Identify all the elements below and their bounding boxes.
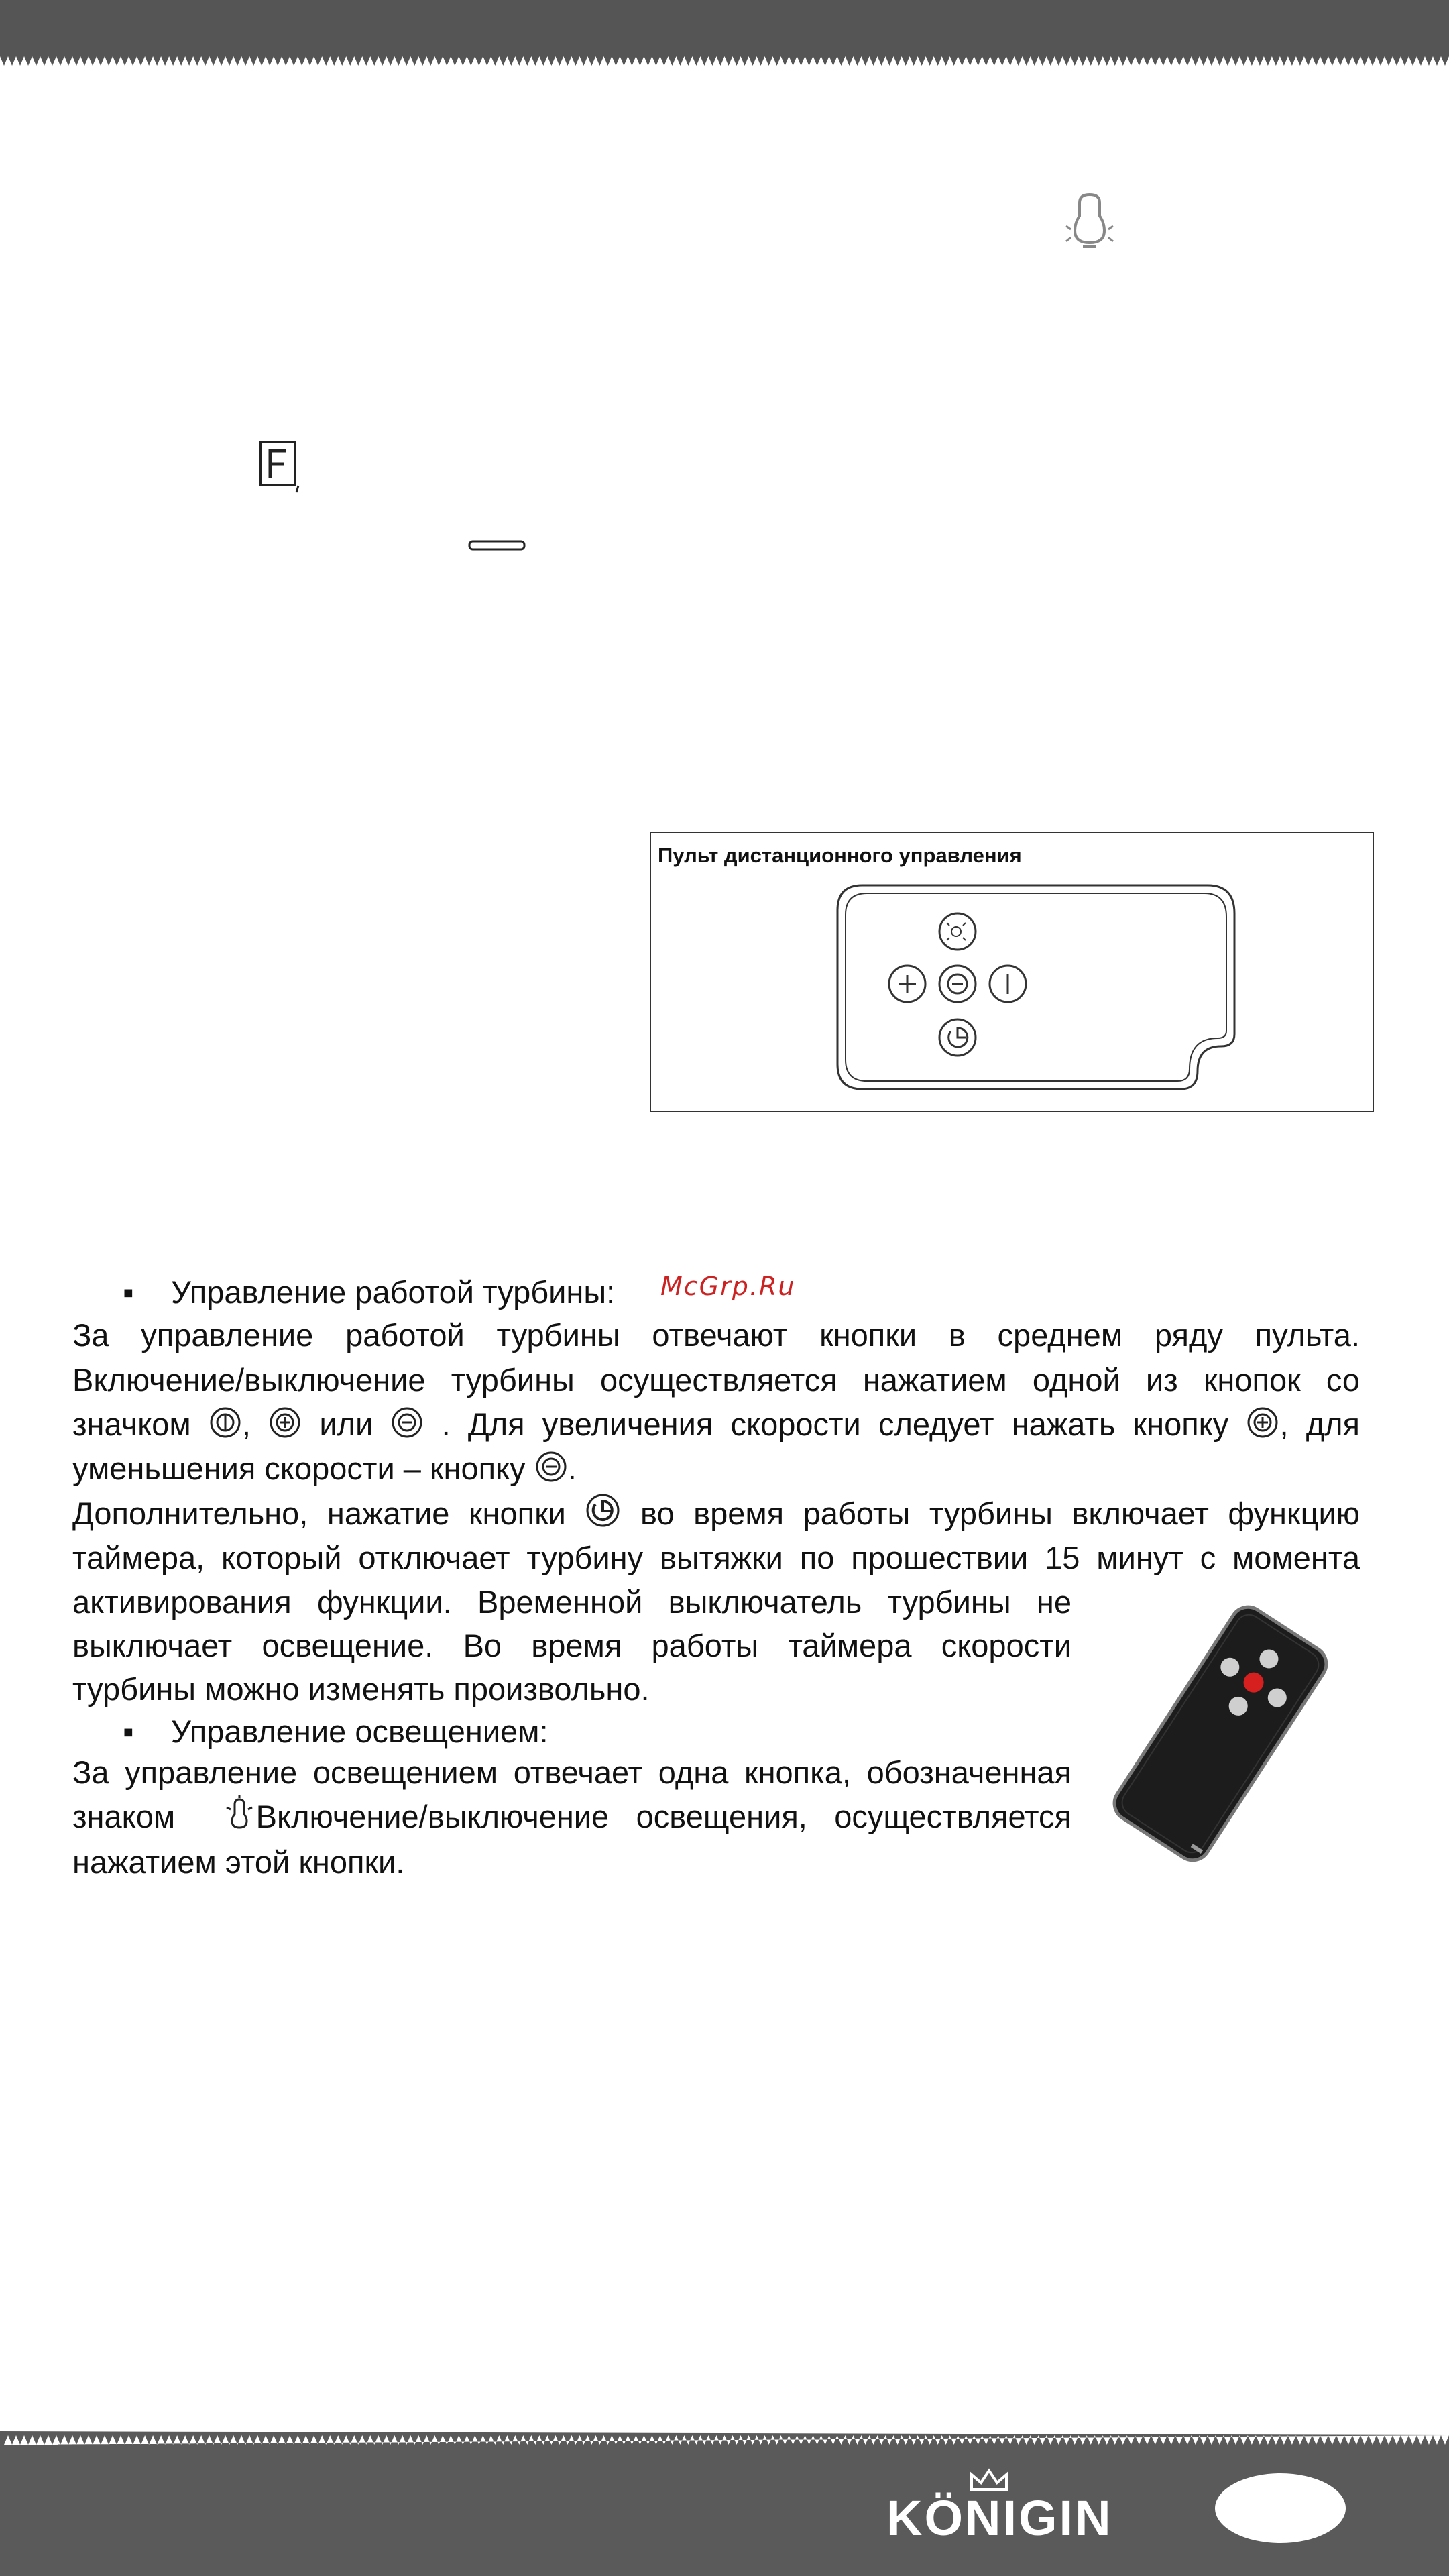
power-button-icon [990, 966, 1026, 1002]
footer-zigzag-edge [0, 2431, 1449, 2451]
text: знаком [72, 1799, 176, 1834]
minus-circle-icon [534, 1450, 568, 1483]
text: во время работы турбины включает функцию [640, 1496, 1360, 1531]
watermark: McGrp.Ru [660, 1272, 796, 1301]
lamp-icon [1063, 189, 1116, 253]
text: Дополнительно, нажатие кнопки [72, 1496, 566, 1531]
lighting-line-1: За управление освещением отвечает одна кнопка, обозначенная [72, 1754, 1071, 1790]
plus-button-icon [889, 966, 925, 1002]
plus-circle-icon [1246, 1406, 1279, 1439]
bullet-marker: ▪ [123, 1274, 134, 1310]
text: или [319, 1406, 373, 1442]
remote-diagram-box [650, 832, 1374, 1112]
light-bulb-icon [223, 1795, 256, 1832]
minus-key-icon [467, 539, 526, 553]
text: . Для увеличения скорости следует нажать кнопку [441, 1406, 1229, 1442]
text: Включение/выключение освещения, осуществляется [255, 1799, 1071, 1834]
turbine-line-9: турбины можно изменять произвольно. [72, 1671, 650, 1707]
turbine-heading: Управление работой турбины: [171, 1274, 616, 1310]
bullet-marker: ▪ [123, 1714, 134, 1749]
lighting-line-3: нажатием этой кнопки. [72, 1844, 405, 1880]
timer-icon [585, 1492, 621, 1528]
text: . [567, 1451, 577, 1486]
light-button-icon [939, 913, 976, 950]
turbine-line-8: выключает освещение. Во время работы таймера скорости [72, 1628, 1071, 1663]
turbine-line-2: Включение/выключение турбины осуществляется нажатием одной из кнопок со [72, 1362, 1360, 1398]
turbine-line-4 [72, 1447, 1360, 1491]
remote-control-photo [1093, 1603, 1348, 1864]
crown-logo-icon [969, 2468, 1009, 2492]
lighting-heading: Управление освещением: [171, 1714, 548, 1749]
page-number-oval [1215, 2473, 1346, 2543]
plus-circle-icon [268, 1406, 302, 1439]
turbine-line-7: активирования функции. Временной выключатель турбины не [72, 1584, 1071, 1620]
f-key-icon [258, 440, 305, 494]
text: , [241, 1406, 251, 1442]
turbine-line-3 [72, 1402, 1360, 1447]
lighting-line-2 [72, 1795, 1071, 1839]
text: значком [72, 1406, 191, 1442]
minus-circle-icon [390, 1406, 424, 1439]
timer-button-icon [939, 1019, 976, 1056]
remote-buttons [869, 907, 1030, 1074]
header-zigzag-edge [0, 0, 1449, 67]
text: уменьшения скорости – кнопку [72, 1451, 526, 1486]
minus-button-icon [939, 966, 976, 1002]
turbine-line-6: таймера, который отключает турбину вытяжки по прошествии 15 минут с момента [72, 1540, 1360, 1575]
header-band [0, 0, 1449, 67]
remote-diagram-title: Пульт дистанционного управления [658, 844, 1022, 867]
turbine-line-1: За управление работой турбины отвечают кнопки в среднем ряду пульта. [72, 1317, 1360, 1353]
text: , для [1279, 1406, 1360, 1442]
brand-logo: KÖNIGIN [886, 2490, 1113, 2546]
turbine-line-5 [72, 1492, 1360, 1536]
power-circle-icon [209, 1406, 242, 1439]
